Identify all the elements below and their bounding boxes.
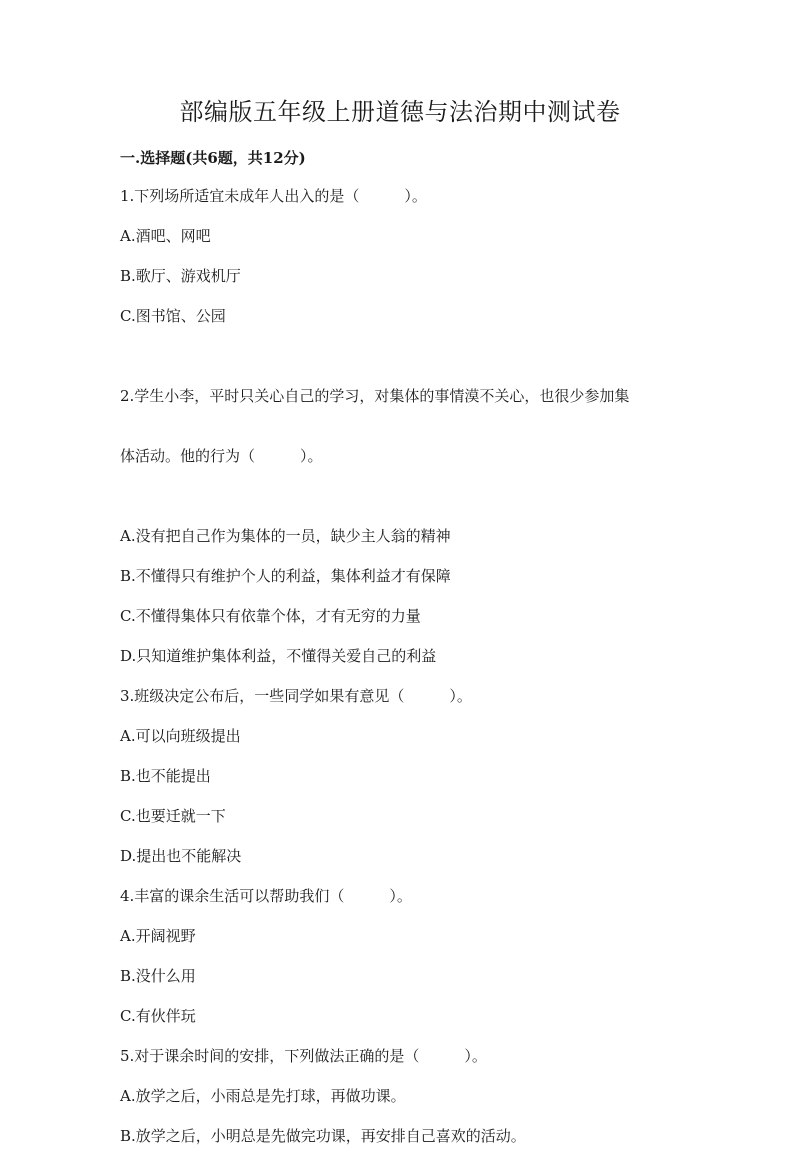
- question-stem: [120, 346, 680, 506]
- question-stem-line: 体活动。他的行为（ ）。: [120, 447, 323, 465]
- answer-option: B.没什么用: [120, 967, 196, 985]
- answer-option: B.歌厅、游戏机厅: [120, 267, 241, 285]
- answer-option: A.酒吧、网吧: [120, 227, 211, 245]
- answer-option: C.图书馆、公园: [120, 307, 226, 325]
- question-stem: 3.班级决定公布后，一些同学如果有意见（ ）。: [120, 687, 472, 705]
- question-stem: 4.丰富的课余生活可以帮助我们（ ）。: [120, 887, 412, 905]
- answer-option: D.只知道维护集体利益，不懂得关爱自己的利益: [120, 647, 437, 665]
- question-stem: 5.对于课余时间的安排，下列做法正确的是（ ）。: [120, 1047, 487, 1065]
- question-stem-line: 2.学生小李，平时只关心自己的学习，对集体的事情漠不关心，也很少参加集: [120, 387, 630, 405]
- answer-option: A.没有把自己作为集体的一员，缺少主人翁的精神: [120, 527, 451, 545]
- answer-option: D.提出也不能解决: [120, 847, 242, 865]
- question-stem: 1.下列场所适宜未成年人出入的是（ ）。: [120, 187, 427, 205]
- answer-option: A.开阔视野: [120, 927, 196, 945]
- answer-option: C.不懂得集体只有依靠个体，才有无穷的力量: [120, 607, 421, 625]
- answer-option: A.放学之后，小雨总是先打球，再做功课。: [120, 1087, 406, 1105]
- answer-option: A.可以向班级提出: [120, 727, 241, 745]
- answer-option: B.放学之后，小明总是先做完功课，再安排自己喜欢的活动。: [120, 1127, 526, 1145]
- answer-option: C.有伙伴玩: [120, 1007, 196, 1025]
- answer-option: C.也要迁就一下: [120, 807, 226, 825]
- answer-option: B.不懂得只有维护个人的利益，集体利益才有保障: [120, 567, 451, 585]
- section-heading: 一.选择题(共6题，共12分): [120, 149, 306, 167]
- question-list: [120, 186, 680, 1166]
- page-title: 部编版五年级上册道德与法治期中测试卷: [179, 98, 621, 126]
- answer-option: B.也不能提出: [120, 767, 211, 785]
